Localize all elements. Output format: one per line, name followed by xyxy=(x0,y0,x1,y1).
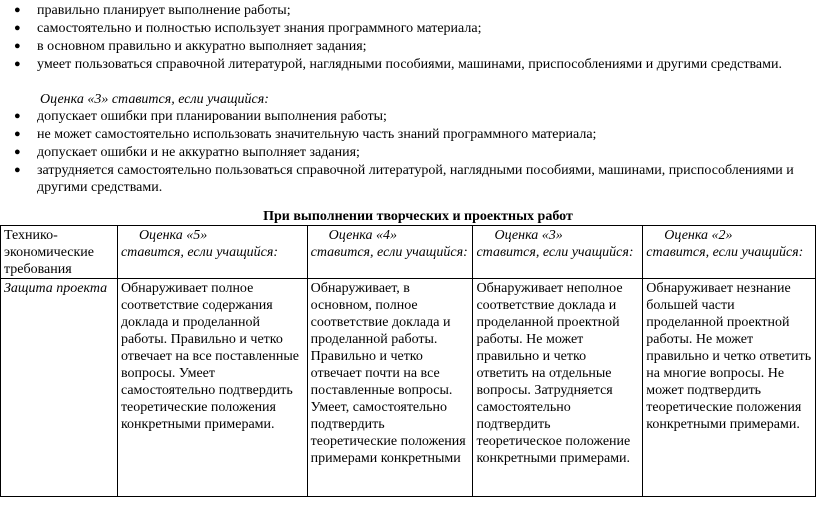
table-row xyxy=(1,279,816,497)
section-title: При выполнении творческих и проектных работ xyxy=(263,209,573,224)
header-grade-2: Оценка «2» ставится, если учащийся: xyxy=(643,226,816,279)
header-grade-5: Оценка «5» ставится, если учащийся: xyxy=(117,226,307,279)
row-label: Защита проекта xyxy=(1,279,118,497)
bullet-icon: ● xyxy=(14,110,21,122)
header-grade-4: Оценка «4» ставится, если учащийся: xyxy=(307,226,473,279)
table-header-row xyxy=(1,226,816,279)
bullet-icon: ● xyxy=(14,146,21,158)
bullet-icon: ● xyxy=(14,22,21,34)
cell-grade-2: Обнаруживает незнание большей части проделанной проектной работы. Не может правильно и четко ответить на многие вопросы. Не может подтвердить теоретические положения конкретными примерами. xyxy=(643,279,816,497)
grading-table xyxy=(0,225,816,497)
cell-grade-4: Обнаруживает, в основном, полное соответствие доклада и проделанной работы. Правильно и четко отвечает почти на все поставленные вопросы. Умеет, самостоятельно подтвердить теоретические положения примерами конкретными xyxy=(307,279,473,497)
bullet-icon: ● xyxy=(14,40,21,52)
header-grade-3: Оценка «3» ставится, если учащийся: xyxy=(473,226,643,279)
cell-grade-3: Обнаруживает неполное соответствие доклада и проделанной проектной работы. Не может правильно и четко ответить на отдельные вопросы. Затрудняется самостоятельно подтвердить теоретическое положение конкретными примерами. xyxy=(473,279,643,497)
bullet-icon: ● xyxy=(14,4,21,16)
header-requirements: Технико-экономические требования xyxy=(1,226,118,279)
subheading-grade-3: Оценка «3» ставится, если учащийся: xyxy=(40,92,269,107)
cell-grade-5: Обнаруживает полное соответствие содержания доклада и проделанной работы. Правильно и четко отвечает на все поставленные вопросы. Умеет самостоятельно подтвердить теоретические положения конкретными примерами. xyxy=(117,279,307,497)
bullet-icon: ● xyxy=(14,58,21,70)
bullet-icon: ● xyxy=(14,164,21,176)
bullet-icon: ● xyxy=(14,128,21,140)
